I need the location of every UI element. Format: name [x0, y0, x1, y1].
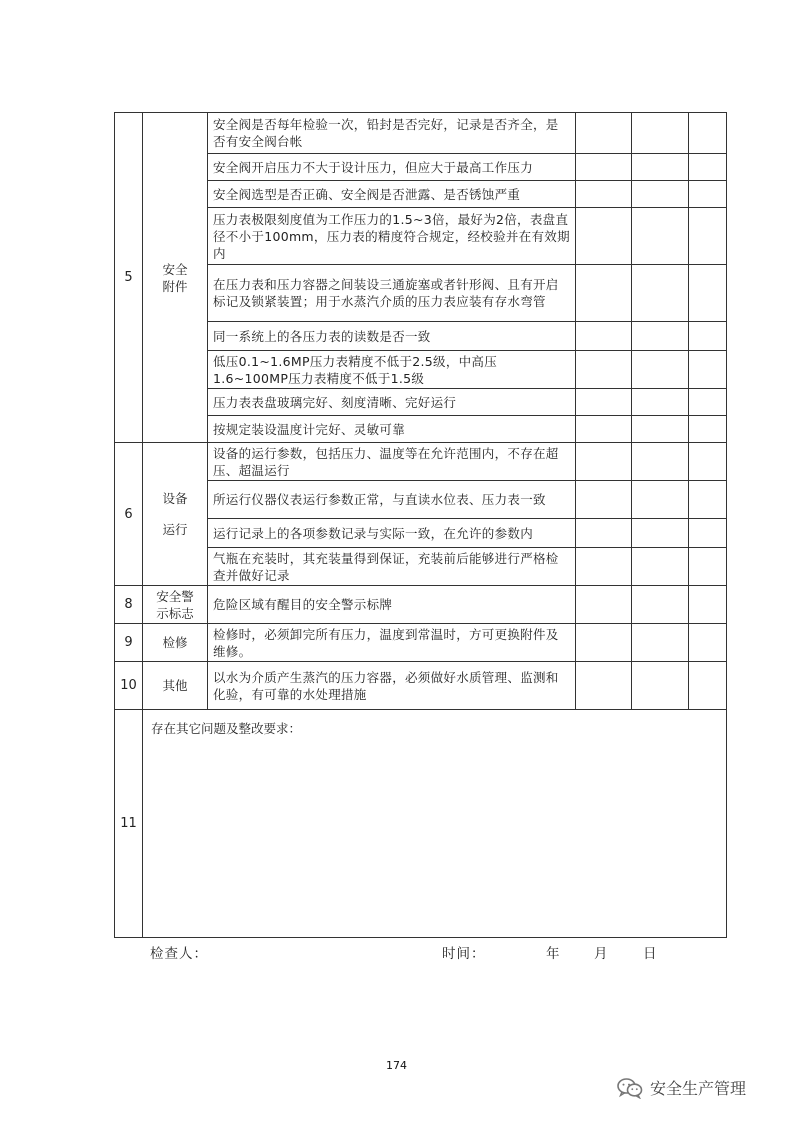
- check-item: 危险区域有醒目的安全警示标牌: [208, 586, 576, 624]
- category-cell: [143, 586, 208, 624]
- category-cell: [143, 113, 208, 443]
- check-cell[interactable]: [632, 322, 689, 351]
- row-number: 6: [115, 443, 143, 586]
- watermark-text: 安全生产管理: [650, 1079, 747, 1098]
- check-item: 压力表极限刻度值为工作压力的1.5~3倍，最好为2倍，表盘直径不小于100mm，压力表的精度符合规定，经校验并在有效期内: [208, 208, 576, 265]
- check-item: 以水为介质产生蒸汽的压力容器，必须做好水质管理、监测和化验，有可靠的水处理措施: [208, 662, 576, 710]
- check-cell[interactable]: [576, 351, 632, 389]
- category-label: 安全警: [156, 588, 194, 604]
- check-cell[interactable]: [689, 208, 727, 265]
- check-cell[interactable]: [689, 662, 727, 710]
- check-cell[interactable]: [632, 624, 689, 662]
- check-cell[interactable]: [632, 154, 689, 181]
- check-item: 气瓶在充装时，其充装量得到保证，充装前后能够进行严格检查并做好记录: [208, 548, 576, 586]
- check-cell[interactable]: [632, 481, 689, 519]
- check-item: 所运行仪器仪表运行参数正常，与直读水位表、压力表一致: [208, 481, 576, 519]
- check-item: 压力表表盘玻璃完好、刻度清晰、完好运行: [208, 389, 576, 416]
- check-item: 在压力表和压力容器之间装设三通旋塞或者针形阀、且有开启标记及锁紧装置；用于水蒸汽介质的压力表应装有存水弯管: [208, 265, 576, 322]
- check-cell[interactable]: [689, 481, 727, 519]
- check-cell[interactable]: [689, 548, 727, 586]
- row-number: 10: [115, 662, 143, 710]
- table-row: [115, 624, 727, 662]
- time-label: 时间：: [442, 946, 486, 962]
- wechat-icon: [616, 1077, 644, 1099]
- check-cell[interactable]: [576, 519, 632, 548]
- check-cell[interactable]: [689, 113, 727, 154]
- check-cell[interactable]: [632, 181, 689, 208]
- category-cell: [143, 662, 208, 710]
- check-cell[interactable]: [632, 351, 689, 389]
- category-label: 检修: [162, 635, 188, 650]
- issues-note-label: 存在其它问题及整改要求：: [151, 721, 302, 736]
- category-label: 其他: [162, 678, 188, 693]
- row-number: 11: [115, 710, 143, 938]
- check-cell[interactable]: [576, 662, 632, 710]
- check-cell[interactable]: [576, 443, 632, 481]
- check-cell[interactable]: [689, 322, 727, 351]
- row-number: 9: [115, 624, 143, 662]
- check-cell[interactable]: [689, 519, 727, 548]
- row-number: 5: [115, 113, 143, 443]
- inspector-label: 检查人：: [150, 946, 208, 962]
- page-number: 174: [386, 1059, 407, 1072]
- check-cell[interactable]: [689, 351, 727, 389]
- check-cell[interactable]: [632, 443, 689, 481]
- category-cell: [143, 443, 208, 586]
- category-label: 附件: [162, 278, 188, 294]
- check-cell[interactable]: [576, 624, 632, 662]
- check-cell[interactable]: [689, 443, 727, 481]
- check-cell[interactable]: [576, 181, 632, 208]
- check-cell[interactable]: [689, 389, 727, 416]
- check-cell[interactable]: [632, 113, 689, 154]
- check-cell[interactable]: [689, 154, 727, 181]
- inspection-table: [114, 112, 727, 938]
- check-cell[interactable]: [576, 322, 632, 351]
- check-cell[interactable]: [576, 416, 632, 443]
- check-cell[interactable]: [632, 586, 689, 624]
- check-item: 运行记录上的各项参数记录与实际一致，在允许的参数内: [208, 519, 576, 548]
- check-item: 安全阀选型是否正确、安全阀是否泄露、是否锈蚀严重: [208, 181, 576, 208]
- check-cell[interactable]: [576, 586, 632, 624]
- table-row: [115, 586, 727, 624]
- category-label: 运行: [162, 522, 188, 537]
- check-item: 检修时，必须卸完所有压力，温度到常温时，方可更换附件及维修。: [208, 624, 576, 662]
- check-item: 按规定装设温度计完好、灵敏可靠: [208, 416, 576, 443]
- year-label: 年: [546, 946, 561, 962]
- check-cell[interactable]: [689, 416, 727, 443]
- check-item: 安全阀开启压力不大于设计压力，但应大于最高工作压力: [208, 154, 576, 181]
- check-cell[interactable]: [632, 265, 689, 322]
- check-cell[interactable]: [632, 548, 689, 586]
- table-row: [115, 113, 727, 154]
- category-cell: [143, 624, 208, 662]
- row-number: 8: [115, 586, 143, 624]
- check-cell[interactable]: [576, 481, 632, 519]
- check-cell[interactable]: [632, 389, 689, 416]
- check-item: 设备的运行参数，包括压力、温度等在允许范围内，不存在超压、超温运行: [208, 443, 576, 481]
- table-row: [115, 443, 727, 481]
- table-row: [115, 662, 727, 710]
- check-cell[interactable]: [632, 662, 689, 710]
- month-label: 月: [594, 946, 609, 962]
- category-label: 设备: [162, 491, 188, 506]
- check-cell[interactable]: [632, 519, 689, 548]
- check-cell[interactable]: [576, 208, 632, 265]
- check-cell[interactable]: [689, 181, 727, 208]
- check-cell[interactable]: [689, 624, 727, 662]
- day-label: 日: [643, 946, 658, 962]
- check-cell[interactable]: [632, 208, 689, 265]
- check-cell[interactable]: [576, 113, 632, 154]
- issues-note-field[interactable]: [143, 710, 727, 938]
- check-cell[interactable]: [576, 154, 632, 181]
- table-row: [115, 710, 727, 938]
- check-item: 低压0.1~1.6MP压力表精度不低于2.5级，中高压1.6~100MP压力表精度不低于1.5级: [208, 351, 576, 389]
- check-cell[interactable]: [576, 265, 632, 322]
- check-cell[interactable]: [632, 416, 689, 443]
- category-label: 安全: [162, 261, 188, 277]
- category-label: 示标志: [156, 605, 194, 621]
- check-cell[interactable]: [689, 586, 727, 624]
- check-cell[interactable]: [689, 265, 727, 322]
- check-cell[interactable]: [576, 389, 632, 416]
- check-cell[interactable]: [576, 548, 632, 586]
- check-item: 同一系统上的各压力表的读数是否一致: [208, 322, 576, 351]
- watermark: [616, 1076, 746, 1099]
- check-item: 安全阀是否每年检验一次，铅封是否完好，记录是否齐全，是否有安全阀台帐: [208, 113, 576, 154]
